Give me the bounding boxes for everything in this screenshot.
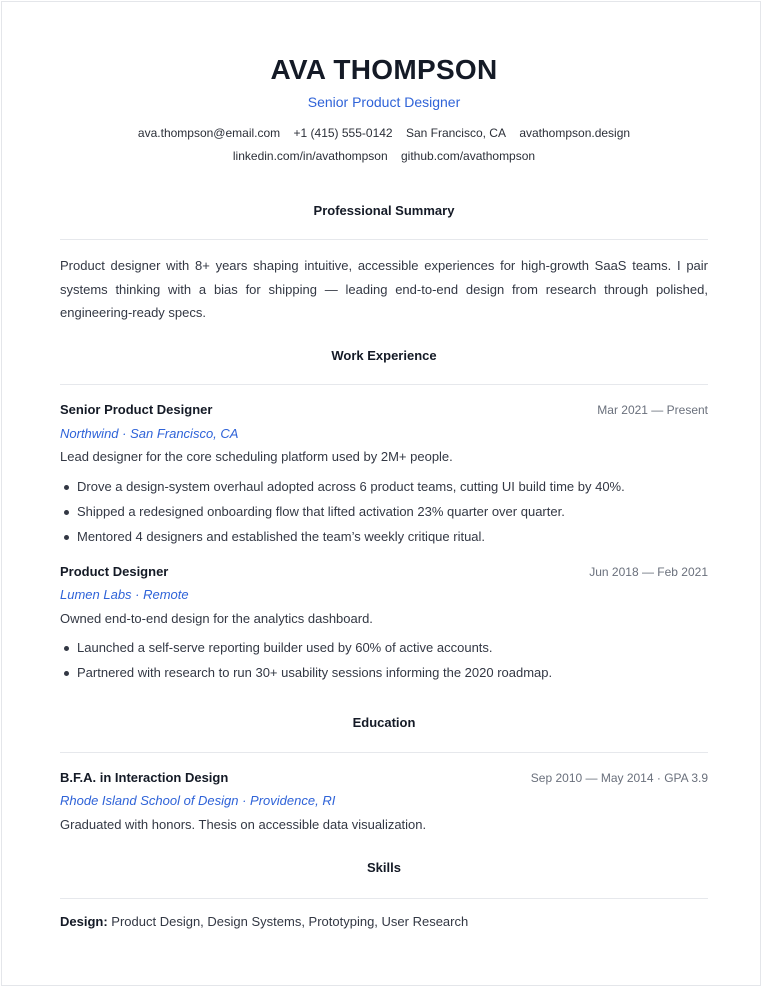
skills-line — [60, 914, 468, 929]
list-item: Launched a self-serve reporting builder used by 60% of active accounts. — [60, 635, 708, 660]
job-title: Senior Product Designer — [60, 402, 213, 417]
candidate-name: AVA THOMPSON — [270, 54, 498, 85]
skills-label: Design: — [60, 914, 108, 929]
job-dates: Mar 2021 — Present — [597, 403, 708, 417]
section-divider — [60, 384, 708, 385]
section-title-skills: Skills — [367, 860, 401, 875]
contact-line-1 — [60, 126, 708, 140]
skills-items: Product Design, Design Systems, Prototyping, User Research — [111, 914, 469, 929]
list-item: Drove a design-system overhaul adopted across 6 product teams, cutting UI build time by 40%. — [60, 474, 708, 499]
section-title-education: Education — [352, 715, 416, 730]
section-title-experience: Work Experience — [331, 348, 437, 363]
contact-linkedin[interactable]: linkedin.com/in/avathompson — [232, 149, 388, 163]
education-description: Graduated with honors. Thesis on accessible data visualization. — [60, 817, 427, 832]
section-title-summary: Professional Summary — [313, 203, 455, 218]
candidate-title: Senior Product Designer — [307, 94, 461, 110]
summary-text: Product designer with 8+ years shaping intuitive, accessible experiences for high-growth SaaS teams. I pair systems thinking with a bias for shipping — leading end-to-end design from research through polished, engineering-ready specs. — [60, 258, 708, 320]
contact-line-2 — [60, 149, 708, 163]
job-description: Owned end-to-end design for the analytics dashboard. — [60, 611, 373, 626]
contact-email[interactable]: ava.thompson@email.com — [137, 126, 281, 140]
job-company: Lumen Labs · Remote — [60, 587, 189, 602]
contact-location: San Francisco, CA — [405, 126, 506, 140]
section-divider — [60, 898, 708, 899]
list-item: Partnered with research to run 30+ usability sessions informing the 2020 roadmap. — [60, 660, 708, 685]
school-name: Rhode Island School of Design · Providence, RI — [60, 793, 336, 808]
list-item: Mentored 4 designers and established the team’s weekly critique ritual. — [60, 524, 708, 549]
degree-title: B.F.A. in Interaction Design — [60, 770, 229, 785]
job-description: Lead designer for the core scheduling platform used by 2M+ people. — [60, 449, 453, 464]
list-item: Shipped a redesigned onboarding flow that lifted activation 23% quarter over quarter. — [60, 499, 708, 524]
education-dates: Sep 2010 — May 2014 · GPA 3.9 — [530, 771, 708, 785]
contact-website[interactable]: avathompson.design — [519, 126, 631, 140]
contact-phone[interactable]: +1 (415) 555-0142 — [293, 126, 393, 140]
section-divider — [60, 752, 708, 753]
job-title: Product Designer — [60, 564, 169, 579]
resume-page — [1, 1, 761, 986]
job-bullets — [60, 635, 708, 685]
job-dates: Jun 2018 — Feb 2021 — [589, 565, 708, 579]
contact-github[interactable]: github.com/avathompson — [401, 149, 536, 163]
section-divider — [60, 239, 708, 240]
job-bullets — [60, 474, 708, 549]
job-company: Northwind · San Francisco, CA — [60, 426, 239, 441]
